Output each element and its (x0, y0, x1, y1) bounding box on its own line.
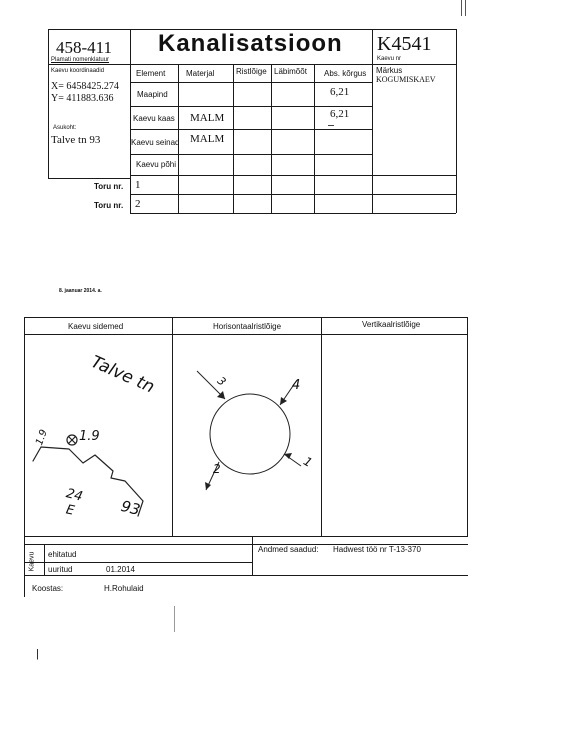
arrow-label-2: 2 (213, 462, 221, 476)
side-label: Kaevu (28, 551, 36, 572)
date-line: 8. jaanuar 2014. a. (59, 288, 102, 294)
col-header-element: Element (136, 69, 166, 78)
scan-edge-mark (465, 0, 466, 16)
coord-x: X= 6458425.274 (51, 81, 119, 92)
author-label: Koostas: (32, 584, 64, 593)
col-header-cross-section: Ristlõige (236, 67, 267, 76)
location-caption: Asukoht: (53, 125, 77, 131)
col-title-horizontal: Horisontaalristlõige (213, 322, 282, 331)
arrow-label-1: 1 (301, 454, 315, 470)
surveyed-label: uuritud (48, 565, 73, 574)
sheet-caption: Plamati nomenklatuur (51, 57, 110, 63)
street-label: Talve tn (87, 352, 158, 398)
pipe-value: 2 (135, 198, 141, 210)
coords-caption: Kaevu koordinaadid (51, 68, 105, 74)
stray-mark: | (36, 648, 39, 660)
pipe-label: Toru nr. (94, 182, 124, 191)
cross-section-drawing (173, 335, 321, 536)
author-name: H.Rohulaid (104, 584, 144, 593)
built-label: ehitatud (48, 550, 77, 559)
underscore-mark (328, 125, 334, 126)
remark-value: KOGUMISKAEV (376, 75, 436, 84)
location: Talve tn 93 (51, 134, 101, 146)
well-id-caption: Kaevu nr (377, 56, 402, 62)
row-material: MALM (190, 133, 225, 145)
col-header-abs-height: Abs. kõrgus (324, 69, 367, 78)
source-value: Hadwest töö nr T-13-370 (333, 545, 421, 554)
row-element: Maapind (137, 90, 168, 99)
row-material: MALM (190, 112, 225, 124)
scan-mark (174, 606, 175, 632)
row-element: Kaevu kaas (133, 114, 175, 123)
depth-label: 1.9 (79, 429, 100, 444)
coord-y: Y= 411883.636 (51, 93, 114, 104)
col-header-material: Materjal (186, 69, 215, 78)
page-title: Kanalisatsioon (158, 30, 343, 57)
row-element: Kaevu põhi (136, 160, 177, 169)
col-title-connections: Kaevu sidemed (68, 322, 124, 331)
house-number-label: 93 (119, 496, 142, 520)
well-id: K4541 (377, 33, 432, 55)
pipe-value: 1 (135, 179, 141, 191)
pipe-label: Toru nr. (94, 201, 124, 210)
source-label: Andmed saadud: (258, 545, 319, 554)
building-number-label: 24 (64, 486, 85, 505)
col-title-vertical: Vertikaalristlõige (362, 320, 421, 329)
scan-edge-mark (461, 0, 462, 16)
row-abs: 6,21 (330, 86, 350, 98)
arrow-label-3: 3 (214, 374, 229, 389)
row-abs: 6,21 (330, 108, 350, 120)
row-element: Kaevu seinad (131, 138, 180, 147)
arrow-label-4: 4 (292, 378, 301, 393)
depth-label: 1.9 (34, 428, 50, 447)
building-letter-label: E (64, 502, 76, 519)
sheet-code: 458-411 (56, 38, 113, 57)
col-header-remark: Märkus (376, 66, 403, 75)
col-header-diameter: Läbimõõt (274, 67, 307, 76)
surveyed-date: 01.2014 (106, 565, 135, 574)
